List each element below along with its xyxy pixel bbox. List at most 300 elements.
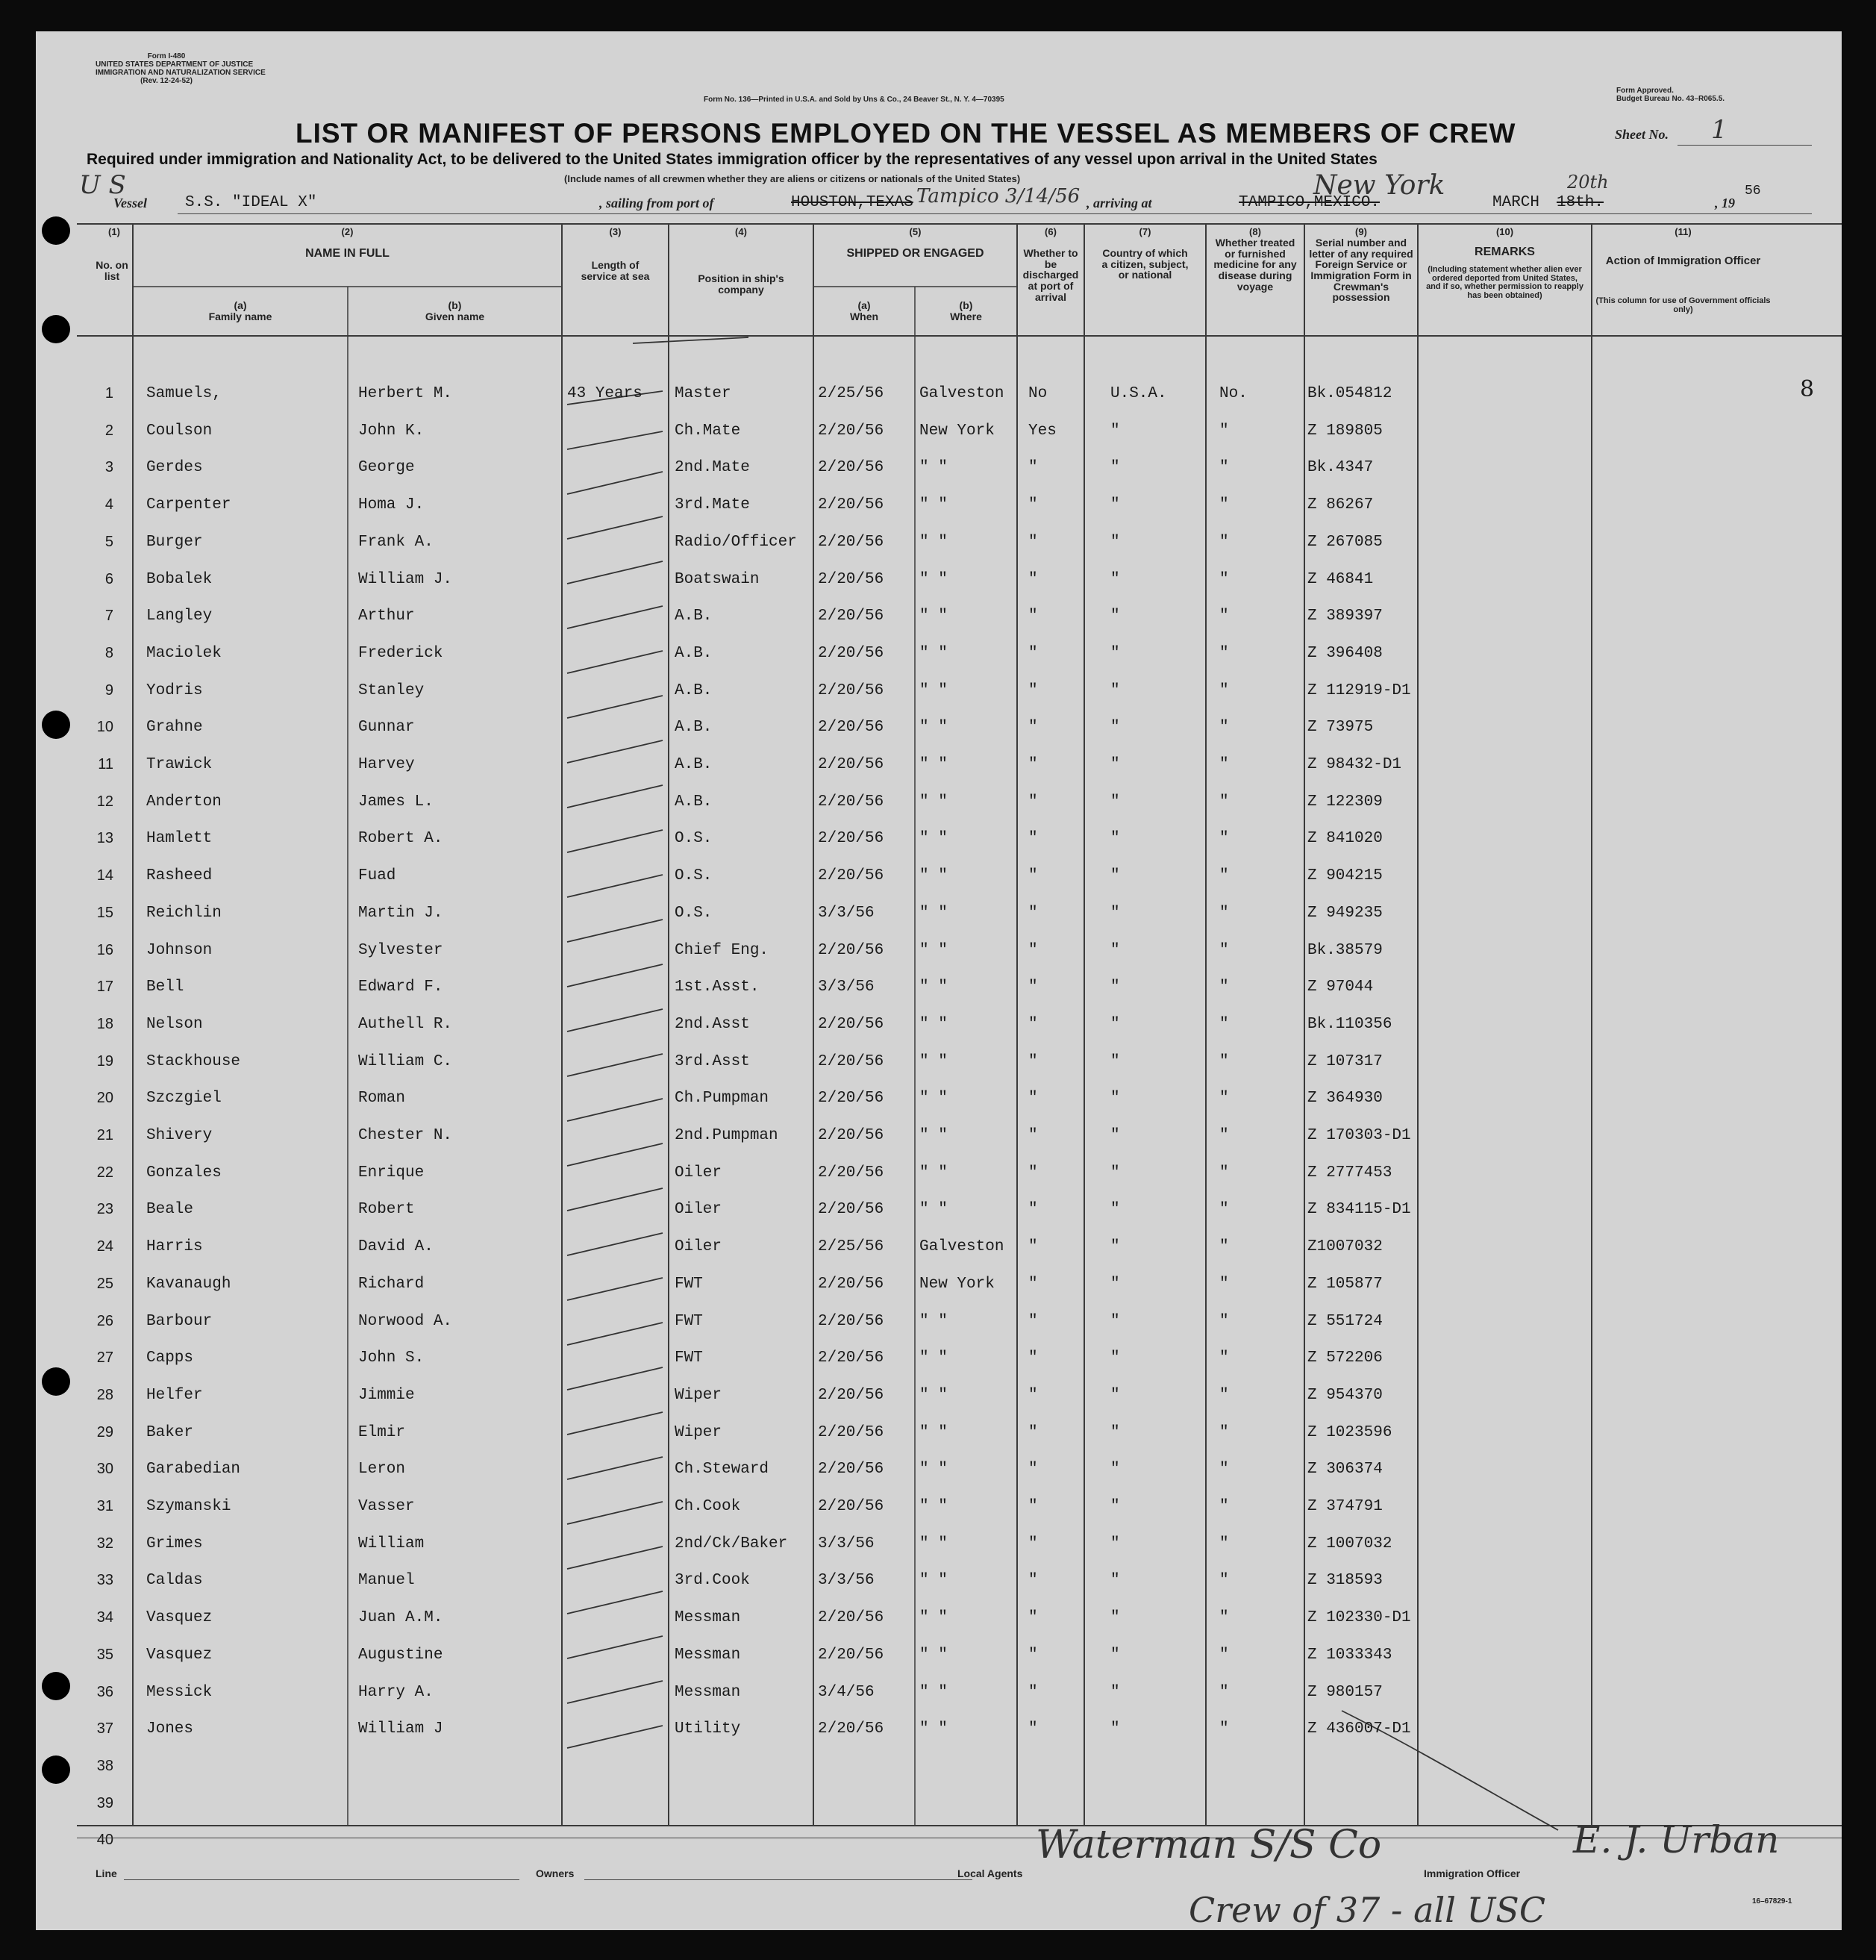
cell-treated: " xyxy=(1219,1275,1229,1293)
cell-discharged: " xyxy=(1028,1349,1038,1367)
col-8-num: (8) xyxy=(1249,226,1261,237)
cell-no: 35 xyxy=(96,1646,113,1663)
cell-given: Frank A. xyxy=(358,533,434,551)
table-row xyxy=(36,525,1842,562)
cell-country: " xyxy=(1110,1461,1120,1479)
cell-position: 2nd.Mate xyxy=(675,459,750,477)
cell-where: " " xyxy=(919,1127,948,1144)
cell-discharged: " xyxy=(1028,941,1038,959)
cell-position: 3rd.Cook xyxy=(675,1572,750,1590)
cell-when: 2/20/56 xyxy=(818,1720,884,1738)
cell-family: Messick xyxy=(146,1683,213,1701)
col-2-label: NAME IN FULL xyxy=(305,247,390,260)
cell-where: Galveston xyxy=(919,385,1004,402)
cell-country: " xyxy=(1110,1646,1120,1664)
table-row xyxy=(36,858,1842,896)
cell-no: 34 xyxy=(96,1609,113,1626)
cell-discharged: " xyxy=(1028,904,1038,922)
table-row xyxy=(36,1267,1842,1304)
cell-treated: " xyxy=(1219,941,1229,959)
col-2-num: (2) xyxy=(341,226,354,237)
col-4-num: (4) xyxy=(735,226,747,237)
cell-given: Manuel xyxy=(358,1572,415,1590)
cell-where: " " xyxy=(919,756,948,773)
cell-serial: Z 980157 xyxy=(1307,1683,1383,1701)
cell-position: Messman xyxy=(675,1646,741,1664)
cell-position: A.B. xyxy=(675,608,713,625)
table-row xyxy=(36,1489,1842,1526)
cell-where: " " xyxy=(919,1498,948,1515)
cell-when: 3/3/56 xyxy=(818,1535,875,1552)
cell-treated: " xyxy=(1219,681,1229,699)
cell-when: 2/20/56 xyxy=(818,941,884,959)
cell-when: 2/20/56 xyxy=(818,830,884,848)
table-row xyxy=(36,1675,1842,1712)
cell-treated: " xyxy=(1219,1461,1229,1479)
cell-where: " " xyxy=(919,1349,948,1367)
cell-serial: Z 73975 xyxy=(1307,719,1374,737)
cell-discharged: " xyxy=(1028,719,1038,737)
port-handwritten: Tampico 3/14/56 xyxy=(916,185,1081,207)
cell-where: " " xyxy=(919,1572,948,1590)
cell-treated: " xyxy=(1219,756,1229,773)
cell-position: Oiler xyxy=(675,1238,722,1256)
table-row xyxy=(36,1415,1842,1452)
cell-serial: Z 954370 xyxy=(1307,1386,1383,1404)
table-row xyxy=(36,1118,1842,1155)
cell-given: John S. xyxy=(358,1349,425,1367)
cell-no: 10 xyxy=(96,719,113,736)
cell-position: A.B. xyxy=(675,644,713,662)
cell-when: 2/20/56 xyxy=(818,533,884,551)
footer-agents-label: Local Agents xyxy=(957,1867,1023,1879)
cell-where: " " xyxy=(919,533,948,551)
cell-family: Barbour xyxy=(146,1312,213,1330)
table-row xyxy=(36,1044,1842,1082)
cell-discharged: " xyxy=(1028,1052,1038,1070)
cell-when: 2/20/56 xyxy=(818,1498,884,1515)
cell-treated: " xyxy=(1219,1683,1229,1701)
cell-position: Ch.Cook xyxy=(675,1498,741,1515)
table-row xyxy=(36,1526,1842,1564)
cell-serial: Z 306374 xyxy=(1307,1461,1383,1479)
vessel-name: S.S. "IDEAL X" xyxy=(185,194,317,211)
table-row xyxy=(36,1638,1842,1675)
cell-family: Jones xyxy=(146,1720,194,1738)
cell-discharged: " xyxy=(1028,1386,1038,1404)
cell-when: 2/20/56 xyxy=(818,1201,884,1219)
cell-serial: Z 267085 xyxy=(1307,533,1383,551)
cell-treated: " xyxy=(1219,979,1229,996)
table-row xyxy=(36,1304,1842,1341)
cell-position: Chief Eng. xyxy=(675,941,769,959)
cell-treated: " xyxy=(1219,1015,1229,1033)
cell-position: Ch.Mate xyxy=(675,422,741,440)
cell-position: Master xyxy=(675,385,731,402)
cell-when: 2/20/56 xyxy=(818,756,884,773)
cell-when: 2/25/56 xyxy=(818,385,884,402)
cell-no: 14 xyxy=(96,867,113,884)
cell-given: Elmir xyxy=(358,1423,406,1441)
cell-where: " " xyxy=(919,1052,948,1070)
cell-no: 29 xyxy=(96,1423,113,1441)
cell-serial: Bk.4347 xyxy=(1307,459,1374,477)
cell-discharged: " xyxy=(1028,533,1038,551)
cell-serial: Z 572206 xyxy=(1307,1349,1383,1367)
day-handwritten: 20th xyxy=(1567,172,1609,193)
cell-no: 37 xyxy=(96,1720,113,1738)
cell-discharged: No xyxy=(1028,385,1048,402)
col-8-label: Whether treated or furnished medicine for any disease during voyage xyxy=(1213,237,1297,293)
cell-family: Bell xyxy=(146,979,184,996)
cell-serial: Bk.110356 xyxy=(1307,1015,1392,1033)
cell-country: " xyxy=(1110,496,1120,514)
cell-position: 1st.Asst. xyxy=(675,979,760,996)
cell-when: 3/3/56 xyxy=(818,1572,875,1590)
cell-serial: Z 46841 xyxy=(1307,570,1374,588)
cell-where: " " xyxy=(919,1201,948,1219)
cell-treated: " xyxy=(1219,719,1229,737)
cell-position: Wiper xyxy=(675,1386,722,1404)
table-row xyxy=(36,673,1842,711)
cell-serial: Z 318593 xyxy=(1307,1572,1383,1590)
col-11-label: Action of Immigration Officer xyxy=(1605,255,1761,267)
budget-text: Budget Bureau No. 43–R065.5. xyxy=(1616,95,1725,103)
cell-position: Messman xyxy=(675,1609,741,1627)
cell-family: Anderton xyxy=(146,793,222,811)
cell-where: " " xyxy=(919,1609,948,1627)
cell-no: 13 xyxy=(96,830,113,847)
cell-no: 28 xyxy=(96,1386,113,1403)
cell-when: 2/20/56 xyxy=(818,1275,884,1293)
cell-position: O.S. xyxy=(675,867,713,885)
cell-serial: Z 112919-D1 xyxy=(1307,681,1411,699)
cell-position: Ch.Pumpman xyxy=(675,1090,769,1108)
col-7-label: Country of which a citizen, subject, or national xyxy=(1101,247,1189,281)
cell-when: 2/20/56 xyxy=(818,1090,884,1108)
cell-country: " xyxy=(1110,1386,1120,1404)
cell-serial: Z 396408 xyxy=(1307,644,1383,662)
cell-action: 8 xyxy=(1800,376,1815,402)
cell-no: 40 xyxy=(96,1832,113,1849)
cell-no: 6 xyxy=(104,570,113,587)
cell-family: Reichlin xyxy=(146,904,222,922)
cell-service: 43 Years xyxy=(567,385,642,402)
cell-treated: " xyxy=(1219,1498,1229,1515)
cell-treated: " xyxy=(1219,1349,1229,1367)
cell-serial: Z 389397 xyxy=(1307,608,1383,625)
cell-family: Hamlett xyxy=(146,830,213,848)
cell-no: 31 xyxy=(96,1498,113,1514)
col-3-label: Length of service at sea xyxy=(581,259,650,282)
cell-country: " xyxy=(1110,1015,1120,1033)
cell-country: " xyxy=(1110,1423,1120,1441)
cell-no: 19 xyxy=(96,1052,113,1070)
cell-country: " xyxy=(1110,830,1120,848)
cell-no: 7 xyxy=(104,608,113,625)
approved-text: Form Approved. xyxy=(1616,87,1674,95)
month: MARCH xyxy=(1492,194,1540,211)
cell-treated: " xyxy=(1219,1423,1229,1441)
cell-given: David A. xyxy=(358,1238,434,1256)
cell-family: Garabedian xyxy=(146,1461,241,1479)
cell-family: Nelson xyxy=(146,1015,203,1033)
cell-given: Harry A. xyxy=(358,1683,434,1701)
cell-where: " " xyxy=(919,979,948,996)
cell-when: 2/20/56 xyxy=(818,496,884,514)
cell-serial: Z 102330-D1 xyxy=(1307,1609,1411,1627)
cell-discharged: " xyxy=(1028,681,1038,699)
table-row xyxy=(36,562,1842,599)
cell-when: 2/20/56 xyxy=(818,719,884,737)
cell-position: O.S. xyxy=(675,904,713,922)
footer-officer-label: Immigration Officer xyxy=(1424,1867,1521,1879)
col-1-num: (1) xyxy=(108,226,120,237)
cell-position: FWT xyxy=(675,1312,703,1330)
table-row xyxy=(36,450,1842,487)
cell-where: " " xyxy=(919,1720,948,1738)
cell-country: " xyxy=(1110,793,1120,811)
cell-discharged: " xyxy=(1028,1423,1038,1441)
cell-family: Carpenter xyxy=(146,496,231,514)
cell-given: Roman xyxy=(358,1090,406,1108)
cell-serial: Z 904215 xyxy=(1307,867,1383,885)
col-5a-label: (a) When xyxy=(849,299,879,322)
table-row xyxy=(36,599,1842,636)
cell-discharged: " xyxy=(1028,1015,1038,1033)
cell-where: " " xyxy=(919,644,948,662)
cell-given: William J xyxy=(358,1720,443,1738)
cell-given: Herbert M. xyxy=(358,385,453,402)
table-row xyxy=(36,413,1842,451)
cell-discharged: Yes xyxy=(1028,422,1057,440)
table-row xyxy=(36,933,1842,970)
cell-country: " xyxy=(1110,1201,1120,1219)
cell-no: 24 xyxy=(96,1238,113,1255)
cell-given: Leron xyxy=(358,1461,406,1479)
cell-discharged: " xyxy=(1028,1720,1038,1738)
cell-family: Samuels, xyxy=(146,385,222,402)
cell-treated: " xyxy=(1219,1201,1229,1219)
cell-treated: " xyxy=(1219,422,1229,440)
cell-when: 2/20/56 xyxy=(818,1127,884,1144)
cell-given: James L. xyxy=(358,793,434,811)
cell-serial: Bk.38579 xyxy=(1307,941,1383,959)
cell-where: " " xyxy=(919,1461,948,1479)
cell-where: " " xyxy=(919,1312,948,1330)
col-5b-label: (b) Where xyxy=(950,299,982,322)
cell-no: 18 xyxy=(96,1015,113,1032)
table-row xyxy=(36,1452,1842,1489)
cell-treated: " xyxy=(1219,1238,1229,1256)
cell-given: Chester N. xyxy=(358,1127,453,1144)
cell-discharged: " xyxy=(1028,1646,1038,1664)
cell-no: 36 xyxy=(96,1683,113,1700)
cell-family: Yodris xyxy=(146,681,203,699)
cell-given: Norwood A. xyxy=(358,1312,453,1330)
cell-discharged: " xyxy=(1028,1535,1038,1552)
cell-where: " " xyxy=(919,941,948,959)
cell-treated: " xyxy=(1219,1312,1229,1330)
service: IMMIGRATION AND NATURALIZATION SERVICE xyxy=(96,69,266,77)
cell-when: 2/20/56 xyxy=(818,422,884,440)
table-row xyxy=(36,1749,1842,1786)
cell-country: " xyxy=(1110,570,1120,588)
vessel-prefix-handwritten: U S xyxy=(79,170,126,200)
cell-no: 15 xyxy=(96,904,113,921)
cell-country: " xyxy=(1110,719,1120,737)
cell-where: " " xyxy=(919,1015,948,1033)
cell-discharged: " xyxy=(1028,608,1038,625)
cell-where: " " xyxy=(919,608,948,625)
cell-given: Frederick xyxy=(358,644,443,662)
cell-when: 2/20/56 xyxy=(818,570,884,588)
cell-treated: " xyxy=(1219,867,1229,885)
cell-no: 25 xyxy=(96,1275,113,1292)
cell-given: Juan A.M. xyxy=(358,1609,443,1627)
table-row xyxy=(36,636,1842,673)
col-10-label: REMARKS xyxy=(1475,246,1535,258)
cell-discharged: " xyxy=(1028,1683,1038,1701)
cell-position: Radio/Officer xyxy=(675,533,797,551)
cell-family: Caldas xyxy=(146,1572,203,1590)
cell-when: 2/20/56 xyxy=(818,1349,884,1367)
table-row xyxy=(36,821,1842,858)
cell-position: Wiper xyxy=(675,1423,722,1441)
cell-serial: Z 97044 xyxy=(1307,979,1374,996)
cell-serial: Z 374791 xyxy=(1307,1498,1383,1515)
col-9-label: Serial number and letter of any required Foreign Service or Immigration Form in Crewman's possession xyxy=(1309,237,1413,304)
cell-country: " xyxy=(1110,1609,1120,1627)
cell-no: 26 xyxy=(96,1312,113,1329)
cell-treated: " xyxy=(1219,1535,1229,1552)
cell-family: Stackhouse xyxy=(146,1052,241,1070)
col-6-label: Whether to be discharged at port of arrival xyxy=(1022,247,1079,303)
table-row xyxy=(36,1341,1842,1378)
cell-no: 17 xyxy=(96,979,113,996)
department: UNITED STATES DEPARTMENT OF JUSTICE xyxy=(96,60,254,69)
table-row xyxy=(36,1155,1842,1193)
cell-treated: " xyxy=(1219,1164,1229,1182)
cell-given: William C. xyxy=(358,1052,453,1070)
col-10-sub: (Including statement whether alien ever ordered deported from United States, and if so, whether permission to reapply has been obtained) xyxy=(1426,265,1583,300)
cell-serial: Z 1033343 xyxy=(1307,1646,1392,1664)
cell-given: Jimmie xyxy=(358,1386,415,1404)
cell-given: Arthur xyxy=(358,608,415,625)
cell-country: " xyxy=(1110,1275,1120,1293)
cell-discharged: " xyxy=(1028,644,1038,662)
cell-discharged: " xyxy=(1028,459,1038,477)
cell-no: 23 xyxy=(96,1201,113,1218)
cell-given: Sylvester xyxy=(358,941,443,959)
cell-no: 3 xyxy=(104,459,113,476)
cell-country: " xyxy=(1110,459,1120,477)
cell-when: 2/20/56 xyxy=(818,681,884,699)
cell-family: Bobalek xyxy=(146,570,213,588)
cell-where: " " xyxy=(919,570,948,588)
cell-no: 5 xyxy=(104,533,113,550)
cell-family: Kavanaugh xyxy=(146,1275,231,1293)
cell-where: " " xyxy=(919,904,948,922)
cell-discharged: " xyxy=(1028,979,1038,996)
cell-discharged: " xyxy=(1028,496,1038,514)
table-row xyxy=(36,970,1842,1007)
cell-no: 30 xyxy=(96,1461,113,1478)
cell-serial: Z1007032 xyxy=(1307,1238,1383,1256)
cell-where: " " xyxy=(919,867,948,885)
table-row xyxy=(36,1823,1842,1860)
crew-note-handwritten: Crew of 37 - all USC xyxy=(1189,1890,1546,1930)
cell-discharged: " xyxy=(1028,756,1038,773)
cell-where: " " xyxy=(919,1646,948,1664)
cell-position: 3rd.Mate xyxy=(675,496,750,514)
cell-position: 2nd/Ck/Baker xyxy=(675,1535,788,1552)
cell-serial: Z 122309 xyxy=(1307,793,1383,811)
cell-position: Boatswain xyxy=(675,570,760,588)
arriving-label: , arriving at xyxy=(1086,196,1152,210)
footer-owners-label: Owners xyxy=(536,1867,575,1879)
port-struck: HOUSTON,TEXAS xyxy=(791,194,913,211)
cell-where: New York xyxy=(919,1275,995,1293)
cell-country: U.S.A. xyxy=(1110,385,1167,402)
cell-when: 2/20/56 xyxy=(818,1609,884,1627)
cell-family: Szczgiel xyxy=(146,1090,222,1108)
cell-where: " " xyxy=(919,1535,948,1552)
cell-given: Robert A. xyxy=(358,830,443,848)
cell-given: Enrique xyxy=(358,1164,425,1182)
cell-discharged: " xyxy=(1028,1090,1038,1108)
cell-position: FWT xyxy=(675,1349,703,1367)
agents-signature: Waterman S/S Co xyxy=(1036,1823,1382,1867)
cell-where: " " xyxy=(919,681,948,699)
day-struck: 18th. xyxy=(1557,194,1604,211)
year: 56 xyxy=(1745,184,1761,199)
cell-where: " " xyxy=(919,830,948,848)
form-code: 16–67829-1 xyxy=(1752,1897,1792,1906)
table-row xyxy=(36,376,1842,413)
cell-position: FWT xyxy=(675,1275,703,1293)
vessel-label: Vessel xyxy=(113,196,147,210)
page-title: LIST OR MANIFEST OF PERSONS EMPLOYED ON THE VESSEL AS MEMBERS OF CREW xyxy=(296,118,1516,149)
table-row xyxy=(36,1786,1842,1823)
cell-where: " " xyxy=(919,719,948,737)
cell-country: " xyxy=(1110,1312,1120,1330)
cell-discharged: " xyxy=(1028,1127,1038,1144)
revision: (Rev. 12-24-52) xyxy=(140,77,193,85)
cell-position: Ch.Steward xyxy=(675,1461,769,1479)
cell-given: Richard xyxy=(358,1275,425,1293)
cell-country: " xyxy=(1110,756,1120,773)
cell-country: " xyxy=(1110,1164,1120,1182)
cell-when: 2/20/56 xyxy=(818,459,884,477)
table-row xyxy=(36,1081,1842,1118)
cell-family: Rasheed xyxy=(146,867,213,885)
cell-treated: " xyxy=(1219,533,1229,551)
col-10-num: (10) xyxy=(1495,226,1514,237)
cell-given: Authell R. xyxy=(358,1015,453,1033)
col-11-sub: (This column for use of Government officials only) xyxy=(1595,296,1771,314)
cell-country: " xyxy=(1110,1535,1120,1552)
cell-discharged: " xyxy=(1028,793,1038,811)
form-id: Form I-480 xyxy=(147,52,186,60)
cell-position: 2nd.Pumpman xyxy=(675,1127,778,1144)
cell-when: 2/20/56 xyxy=(818,1646,884,1664)
cell-treated: " xyxy=(1219,830,1229,848)
cell-family: Grimes xyxy=(146,1535,203,1552)
cell-serial: Z 170303-D1 xyxy=(1307,1127,1411,1144)
cell-no: 2 xyxy=(104,422,113,439)
cell-given: Vasser xyxy=(358,1498,415,1515)
